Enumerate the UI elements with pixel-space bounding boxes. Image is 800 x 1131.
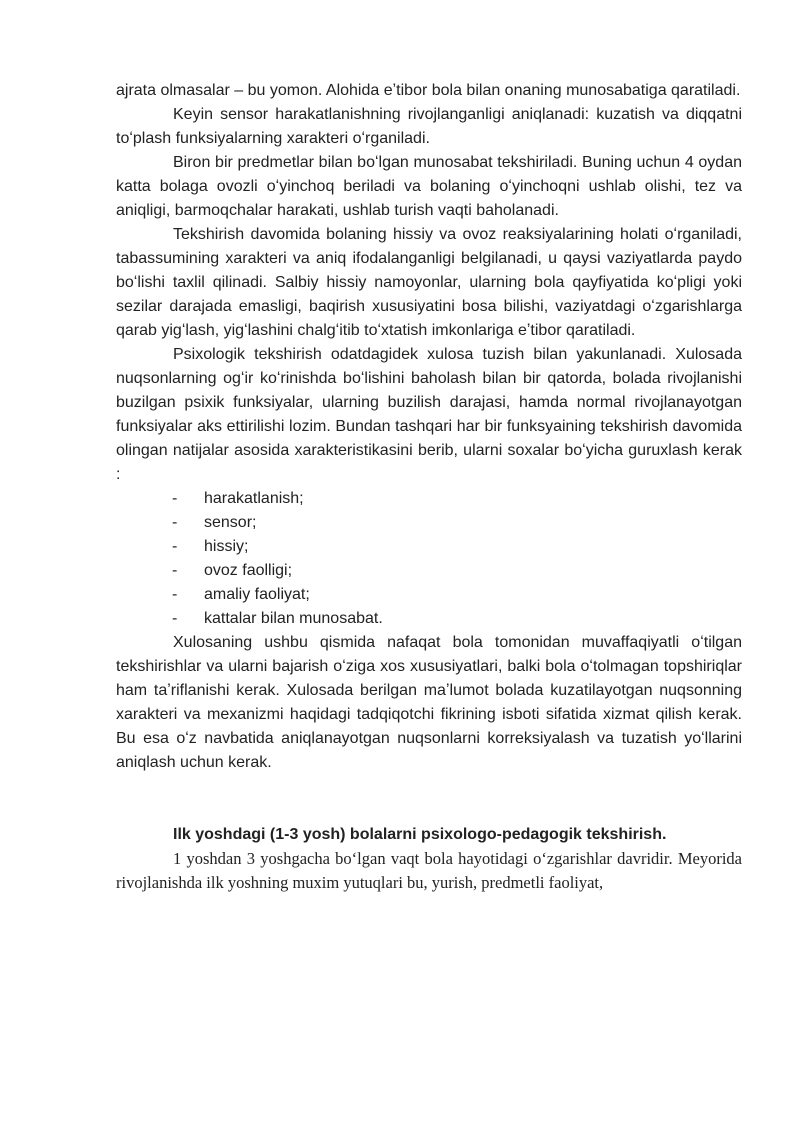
section-heading: Ilk yoshdagi (1-3 yosh) bolalarni psixologo-pedagogik tekshirish. (173, 826, 667, 843)
list-item (116, 487, 742, 511)
list-dash: - (172, 586, 178, 603)
paragraph-5: Psixologik tekshirish odatdagidek xulosa tuzish bilan yakunlanadi. Xulosada nuqsonlarning ogʻir koʻrinishda boʻlishini baholash bilan bir qatorda, bolada rivojlanishi buzilgan psixik funksiyalar, ularning buzilish darajasi, hamda normal rivojlanayotgan funksiyalar aks ettirilishi lozim. Bundan tashqari har bir funksyaining tekshirish davomida olingan natijalar asosida xarakteristikasini berib, ularni soxalar boʻyicha guruxlash kerak : (116, 346, 742, 483)
paragraph-4: Tekshirish davomida bolaning hissiy va ovoz reaksiyalarining holati oʻrganiladi, tabassumining xarakteri va aniq ifodalanganligi belgilanadi, u qaysi vaziyatlarda paydo boʻlishi taxlil qilinadi. Salbiy hissiy namoyonlar, ularning bola qayfiyatida koʻpligi yoki sezilar darajada emasligi, baqirish xususiyatini bosa bilishi, vaziyatdagi oʻzgarishlarga qarab yigʻlash, yigʻlashini chalgʻitib toʻxtatish imkonlariga eʼtibor qaratiladi. (116, 226, 742, 339)
list-item (116, 607, 742, 631)
paragraph-2: Keyin sensor harakatlanishning rivojlanganligi aniqlanadi: kuzatish va diqqatni toʻplash funksiyalarning xarakteri oʻrganiladi. (116, 106, 742, 147)
list-dash: - (172, 562, 178, 579)
section-spacer (116, 775, 742, 823)
paragraph-conclusion: Xulosaning ushbu qismida nafaqat bola tomonidan muvaffaqiyatli oʻtilgan tekshirishlar va ularni bajarish oʻziga xos xususiyatlari, balki bola oʻtolmagan topshiriqlar ham taʼriflanishi kerak. Xulosada berilgan maʼlumot bolada kuzatilayotgan nuqsonning xarakteri va mexanizmi haqidagi tadqiqotchi fikrining isboti sifatida xizmat qilish kerak. Bu esa oʻz navbatida aniqlanayotgan nuqsonlarni korreksiyalash va tuzatish yoʻllarini aniqlash uchun kerak. (116, 634, 742, 771)
list-dash: - (172, 538, 178, 555)
list-dash: - (172, 610, 178, 627)
list-item (116, 535, 742, 559)
list-dash: - (172, 514, 178, 531)
list-dash: - (172, 490, 178, 507)
document-page (116, 79, 742, 895)
list-item-text: hissiy; (204, 538, 249, 555)
list-item (116, 583, 742, 607)
list-item-text: sensor; (204, 514, 257, 531)
list-item (116, 511, 742, 535)
paragraph-3: Biron bir predmetlar bilan boʻlgan munosabat tekshiriladi. Buning uchun 4 oydan katta bolaga ovozli oʻyinchoq beriladi va bolaning oʻyinchoqni ushlab olishi, tez va aniqligi, barmoqchalar harakati, ushlab turish vaqti baholanadi. (116, 154, 742, 219)
list-item-text: amaliy faoliyat; (204, 586, 310, 603)
list-item (116, 559, 742, 583)
domain-list (116, 487, 742, 631)
section-paragraph: 1 yoshdan 3 yoshgacha boʻlgan vaqt bola hayotidagi oʻzgarishlar davridir. Meyorida rivojlanishda ilk yoshning muxim yutuqlari bu, yurish, predmetli faoliyat, (116, 849, 742, 892)
list-item-text: kattalar bilan munosabat. (204, 610, 383, 627)
list-item-text: harakatlanish; (204, 490, 304, 507)
paragraph-1: ajrata olmasalar – bu yomon. Alohida eʼtibor bola bilan onaning munosabatiga qaratiladi. (116, 82, 741, 99)
list-item-text: ovoz faolligi; (204, 562, 293, 579)
